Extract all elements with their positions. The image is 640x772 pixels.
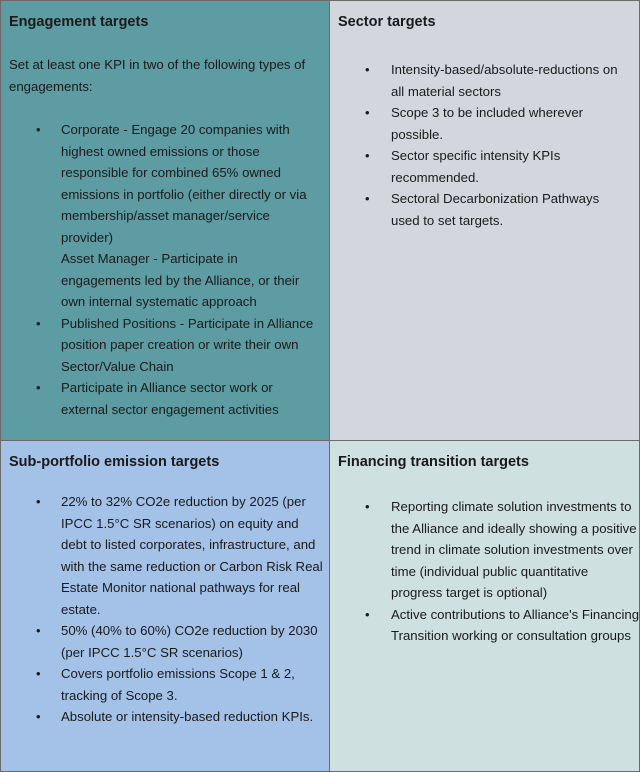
bullet-icon: • — [36, 315, 41, 331]
bullet-icon: • — [36, 380, 41, 395]
bullet-icon: • — [365, 62, 370, 77]
list-item-text: Sector specific intensity KPIs recommended. — [391, 148, 561, 185]
engagement-intro: Set at least one KPI in two of the following types of engagements: — [9, 57, 306, 94]
bullet-icon: • — [365, 148, 370, 163]
list-item — [365, 604, 640, 647]
list-item-text: Reporting climate solution investments to the Alliance and ideally showing a positive trend in climate solution investments over time (individual public quantitative progress target is optional) — [391, 499, 637, 600]
financing-list — [365, 496, 640, 647]
engagement-list — [36, 119, 321, 420]
list-item — [36, 663, 326, 706]
list-item — [36, 377, 321, 420]
list-item-text: Sectoral Decarbonization Pathways used to set targets. — [391, 191, 600, 228]
sector-list — [365, 59, 620, 231]
list-item-text: Scope 3 to be included wherever possible. — [391, 105, 584, 142]
list-item — [365, 145, 620, 188]
bullet-icon: • — [36, 494, 41, 509]
bullet-icon: • — [36, 709, 41, 724]
list-item-text: Published Positions - Participate in Alliance position paper creation or write their own Sector/Value Chain — [61, 315, 314, 374]
list-item-text: 50% (40% to 60%) CO2e reduction by 2030 (per IPCC 1.5°C SR scenarios) — [61, 623, 318, 660]
list-item-text: Covers portfolio emissions Scope 1 & 2, tracking of Scope 3. — [61, 666, 295, 703]
subportfolio-targets-cell — [1, 441, 330, 771]
asset-manager-note: Asset Manager - Participate in engagements led by the Alliance, or their own internal systematic approach — [61, 251, 300, 309]
bullet-icon: • — [36, 666, 41, 681]
list-item — [365, 496, 640, 604]
sector-targets-cell — [330, 1, 639, 441]
financing-targets-cell — [330, 441, 639, 771]
list-item — [36, 313, 321, 378]
bullet-icon: • — [36, 623, 41, 638]
list-item — [365, 188, 620, 231]
list-item-text: Intensity-based/absolute-reductions on all material sectors — [391, 62, 618, 99]
list-item-text: 22% to 32% CO2e reduction by 2025 (per IPCC 1.5°C SR scenarios) on equity and debt to listed corporates, infrastructure, and with the same reduction or Carbon Risk Real Estate Monitor national pathways for real estate. — [61, 494, 323, 617]
list-item — [36, 491, 326, 620]
bullet-icon: • — [365, 499, 370, 514]
list-item-text: Active contributions to Alliance's Financing Transition working or consultation groups — [391, 606, 640, 643]
bullet-icon: • — [365, 105, 370, 120]
list-item — [36, 706, 326, 728]
list-item — [365, 102, 620, 145]
subportfolio-targets-title: Sub-portfolio emission targets — [9, 454, 220, 470]
list-item — [36, 620, 326, 663]
engagement-targets-cell — [1, 1, 330, 441]
bullet-icon: • — [365, 191, 370, 206]
list-item-text: Participate in Alliance sector work or external sector engagement activities — [61, 380, 279, 417]
list-item — [365, 59, 620, 102]
list-item-text: Corporate - Engage 20 companies with highest owned emissions or those responsible for combined 65% owned emissions in portfolio (either directly or via membership/asset manager/service provider) — [61, 122, 307, 245]
financing-targets-title: Financing transition targets — [338, 454, 529, 470]
sector-targets-title: Sector targets — [338, 14, 436, 30]
bullet-icon: • — [36, 122, 41, 137]
engagement-targets-title: Engagement targets — [9, 14, 149, 30]
list-item — [36, 119, 321, 313]
bullet-icon: • — [365, 606, 370, 622]
list-item-text: Absolute or intensity-based reduction KPIs. — [61, 709, 314, 724]
subportfolio-list — [36, 491, 326, 728]
